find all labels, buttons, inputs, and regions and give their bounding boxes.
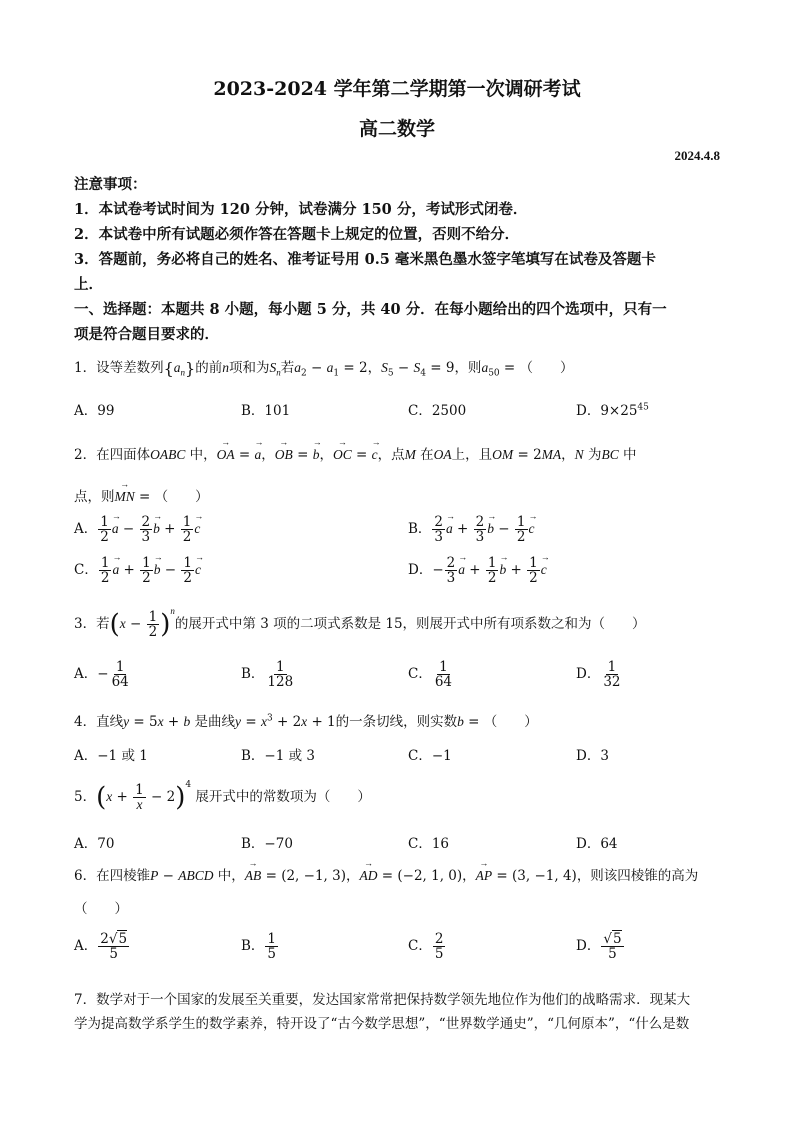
- q2-option-a: A． $\frac{1}{2}$ → a − $\frac{2}{3}$ → b + $\frac{1}{2}$ → c: [74, 515, 200, 544]
- q6-option-c: C． $\frac{2}{5}$: [408, 931, 444, 963]
- q3-option-c: C． $\frac{1}{64}$: [408, 659, 453, 691]
- q4-option-d: D．3: [576, 748, 609, 764]
- exam-date: 2024.4.8: [674, 148, 720, 163]
- question-5: 5．(x + $\frac{1}{x}$ − 2)$^4$ 展开式中的常数项为（ ）: [74, 780, 371, 813]
- q2-option-c: C． $\frac{1}{2}$ → a + $\frac{1}{2}$ → b − $\frac{1}{2}$ → c: [74, 556, 201, 585]
- question-2: 2．在四面体OABC 中，→ OA = → a，→ OB = → b，→ OC = → c，点M 在OA上，且OM = 2MA，N 为BC 中: [74, 443, 637, 463]
- q3-option-d: D． $\frac{1}{32}$: [576, 659, 621, 691]
- q5-option-a: A．70: [74, 836, 115, 852]
- notice-heading: 注意事项：: [74, 176, 147, 193]
- q6-option-b: B． $\frac{1}{5}$: [241, 931, 277, 963]
- question-2-cont: 点，则→ MN = （ ）: [74, 485, 209, 505]
- q6-option-a: A． $\frac{2√5}{5}$: [74, 931, 128, 963]
- question-6: 6．在四棱锥P − ABCD 中，→ AB = (2, −1, 3)，→ AD = (−2, 1, 0)，→ AP = (3, −1, 4)，则该四棱锥的高为: [74, 864, 698, 884]
- q2-option-b: B． $\frac{2}{3}$ → a + $\frac{2}{3}$ → b − $\frac{1}{2}$ → c: [408, 515, 535, 544]
- q4-option-b: B．−1 或 3: [241, 748, 315, 764]
- section1-heading-cont: 项是符合题目要求的．: [74, 326, 219, 343]
- q1-option-d: D．$9\times 25^{45}$: [576, 402, 649, 419]
- q5-option-c: C．16: [408, 836, 450, 852]
- question-6-cont: （ ）: [74, 901, 128, 917]
- question-7: 7．数学对于一个国家的发展至关重要，发达国家常常把保持数学领先地位作为他们的战略需求．现某大: [74, 992, 691, 1008]
- q1-option-c: C．2500: [408, 403, 467, 419]
- question-7-cont: 学为提高数学系学生的数学素养，特开设了“古今数学思想”，“世界数学通史”，“几何原本”，“什么是数: [74, 1016, 690, 1032]
- question-1: 1．设等差数列$\{a_n\}$的前n项和为$S_n$若$a_2 - a_1 = 2$，$S_5 - S_4 = 9$，则$a_{50}$ = （ ）: [74, 359, 574, 379]
- q2-option-d: D．− $\frac{2}{3}$ → a + $\frac{1}{2}$ → b + $\frac{1}{2}$ → c: [408, 556, 547, 585]
- exam-subtitle: 高二数学: [358, 118, 435, 140]
- notice-item-3: 3．答题前，务必将自己的姓名、准考证号用 0.5 毫米黑色墨水签字笔填写在试卷及答题卡: [74, 251, 656, 268]
- notice-item-2: 2．本试卷中所有试题必须作答在答题卡上规定的位置，否则不给分．: [74, 226, 520, 243]
- q1-option-b: B．101: [241, 403, 291, 419]
- q4-option-c: C．−1: [408, 748, 452, 764]
- notice-item-1: 1．本试卷考试时间为 120 分钟，试卷满分 150 分，考试形式闭卷．: [74, 201, 528, 218]
- q5-option-b: B．−70: [241, 836, 293, 852]
- q3-option-b: B． $\frac{1}{128}$: [241, 659, 294, 691]
- q3-option-a: A．− $\frac{1}{64}$: [74, 659, 129, 691]
- section1-heading: 一、选择题：本题共 8 小题，每小题 5 分，共 40 分．在每小题给出的四个选项中，只有一: [74, 301, 667, 318]
- q6-option-d: D． $\frac{√5}{5}$: [576, 931, 622, 963]
- q5-option-d: D．64: [576, 836, 618, 852]
- question-3: 3．若(x − $\frac{1}{2}$ )$^n$的展开式中第 3 项的二项式系数是 15，则展开式中所有项系数之和为（ ）: [74, 606, 646, 640]
- exam-title: 2023-2024 学年第二学期第一次调研考试: [213, 78, 581, 100]
- q4-option-a: A．−1 或 1: [74, 748, 148, 764]
- notice-item-3-cont: 上．: [74, 276, 103, 293]
- q1-option-a: A．99: [74, 403, 115, 419]
- question-4: 4．直线y = 5x + b 是曲线$y = x^3 + 2x + 1$的一条切线，则实数b = （ ）: [74, 713, 538, 730]
